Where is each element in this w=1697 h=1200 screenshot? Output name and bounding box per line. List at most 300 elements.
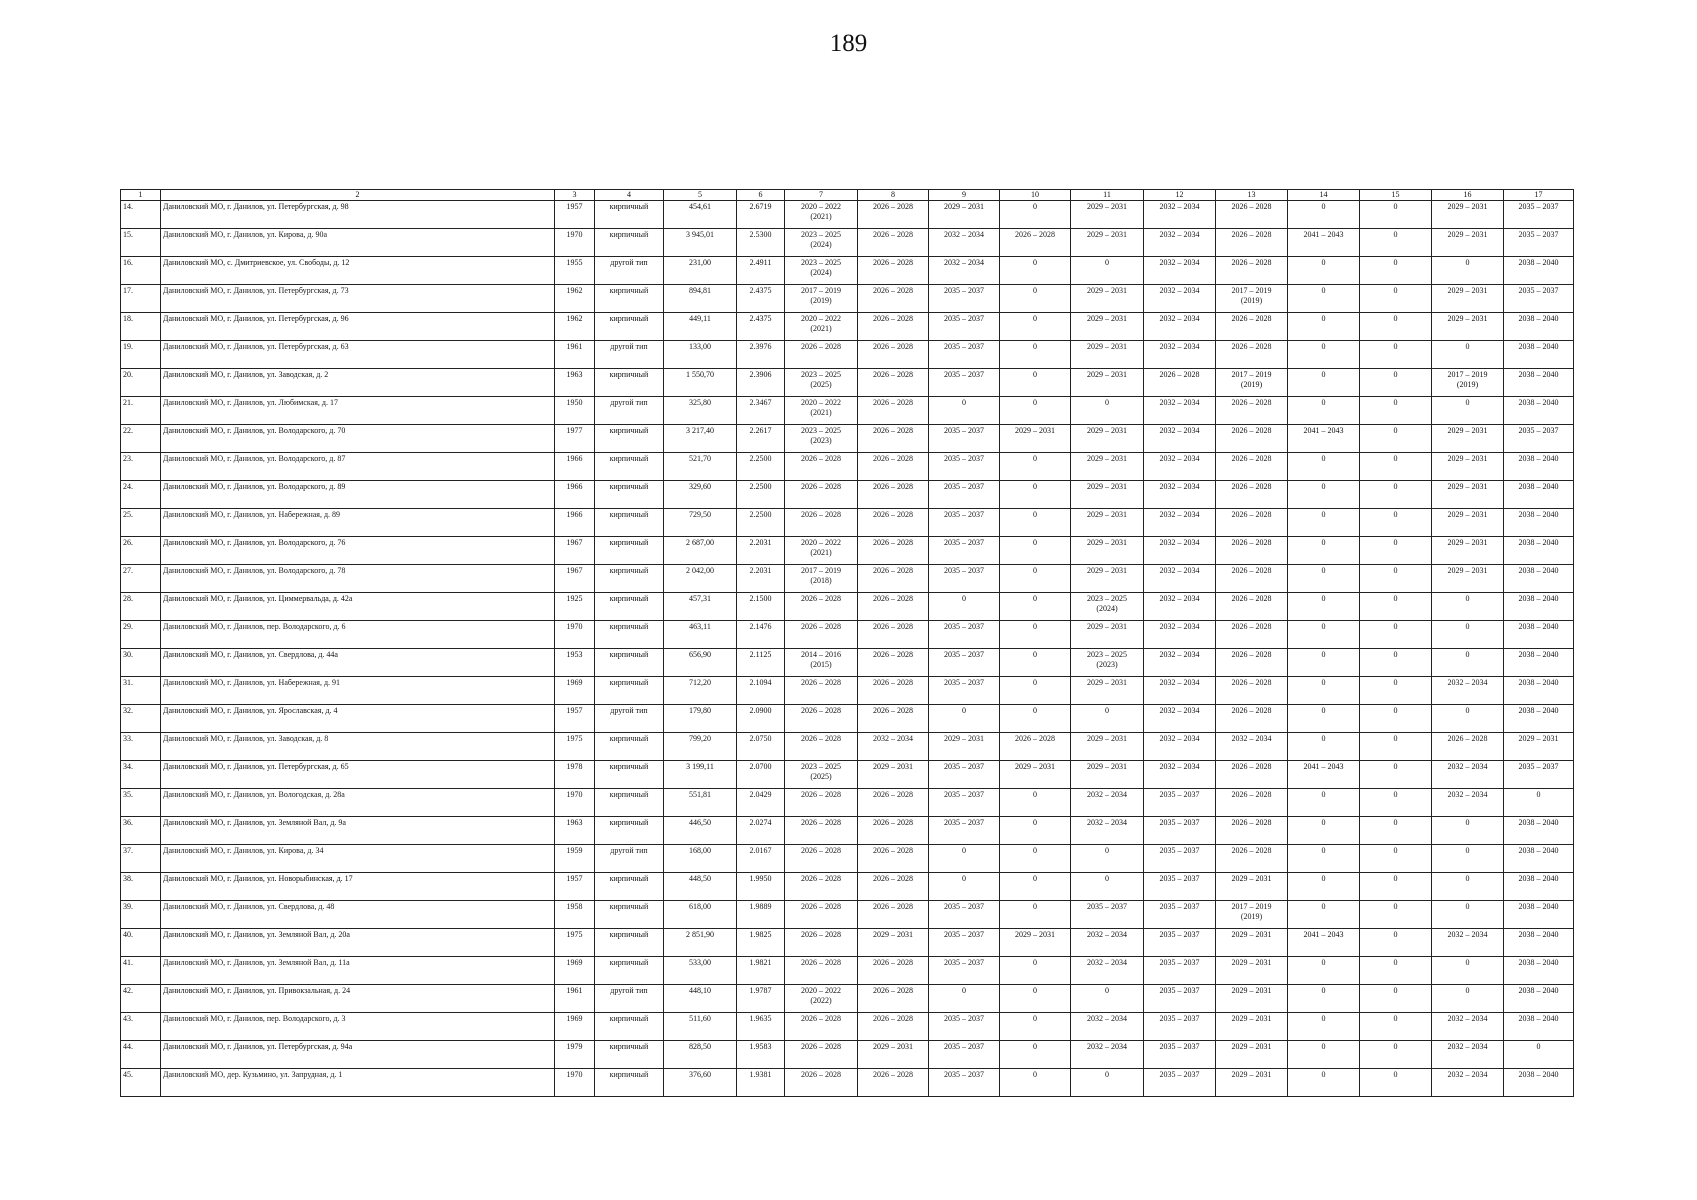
table-cell: 2023 – 2025 (2025) — [785, 761, 858, 789]
table-cell: 2029 – 2031 — [1071, 565, 1144, 593]
table-row — [121, 453, 1574, 481]
table-cell: 2032 – 2034 — [1144, 397, 1216, 425]
table-cell: 2032 – 2034 — [1144, 341, 1216, 369]
table-cell: 0 — [1000, 817, 1071, 845]
table-cell: 2026 – 2028 — [1216, 229, 1288, 257]
table-cell: 1.9950 — [737, 873, 785, 901]
table-cell: 2.6719 — [737, 201, 785, 229]
table-cell: 2029 – 2031 — [929, 201, 1000, 229]
table-cell: 2038 – 2040 — [1504, 1013, 1574, 1041]
table-row — [121, 369, 1574, 397]
column-header-cell: 13 — [1216, 190, 1288, 201]
table-cell: 0 — [1288, 285, 1360, 313]
table-cell: 21. — [121, 397, 161, 425]
table-cell: 2020 – 2022 (2021) — [785, 537, 858, 565]
table-cell: 0 — [1288, 985, 1360, 1013]
table-cell: 0 — [1360, 901, 1432, 929]
column-header-cell: 12 — [1144, 190, 1216, 201]
table-cell: Даниловский МО, г. Данилов, ул. Заводская, д. 2 — [161, 369, 555, 397]
table-cell: 2032 – 2034 — [1144, 481, 1216, 509]
table-cell: 2032 – 2034 — [1144, 761, 1216, 789]
table-cell: 2.0900 — [737, 705, 785, 733]
table-cell: 0 — [1000, 285, 1071, 313]
table-row — [121, 677, 1574, 705]
table-cell: 0 — [1288, 201, 1360, 229]
table-cell: 1.9787 — [737, 985, 785, 1013]
table-cell: 2038 – 2040 — [1504, 817, 1574, 845]
table-cell: Даниловский МО, г. Данилов, ул. Кирова, д. 34 — [161, 845, 555, 873]
table-cell: 2032 – 2034 — [929, 257, 1000, 285]
table-cell: 2038 – 2040 — [1504, 537, 1574, 565]
table-cell: 1953 — [555, 649, 595, 677]
table-cell: 29. — [121, 621, 161, 649]
table-cell: 2.2500 — [737, 453, 785, 481]
table-cell: 0 — [1432, 817, 1504, 845]
table-cell: 2038 – 2040 — [1504, 845, 1574, 873]
table-cell: 0 — [1288, 1041, 1360, 1069]
table-cell: 2035 – 2037 — [929, 817, 1000, 845]
table-cell: 0 — [1000, 565, 1071, 593]
table-cell: 2032 – 2034 — [1144, 313, 1216, 341]
table-cell: кирпичный — [595, 649, 664, 677]
table-cell: 2026 – 2028 — [858, 1069, 929, 1097]
table-cell: 1979 — [555, 1041, 595, 1069]
table-cell: 2026 – 2028 — [858, 285, 929, 313]
table-cell: 2026 – 2028 — [785, 733, 858, 761]
table-cell: 2026 – 2028 — [1000, 733, 1071, 761]
table-cell: 0 — [1288, 509, 1360, 537]
table-cell: 2.1476 — [737, 621, 785, 649]
table-row — [121, 313, 1574, 341]
table-cell: 0 — [1071, 873, 1144, 901]
table-cell: 2026 – 2028 — [785, 509, 858, 537]
table-cell: 2035 – 2037 — [1144, 873, 1216, 901]
table-cell: 0 — [1000, 677, 1071, 705]
table-cell: 1.9889 — [737, 901, 785, 929]
table-cell: 2029 – 2031 — [1071, 733, 1144, 761]
table-cell: 0 — [1360, 593, 1432, 621]
table-cell: Даниловский МО, г. Данилов, ул. Набережная, д. 89 — [161, 509, 555, 537]
table-cell: кирпичный — [595, 929, 664, 957]
table-cell: 0 — [1288, 257, 1360, 285]
table-cell: 2038 – 2040 — [1504, 397, 1574, 425]
table-cell: Даниловский МО, г. Данилов, ул. Привокзальная, д. 24 — [161, 985, 555, 1013]
table-row — [121, 593, 1574, 621]
table-cell: 463,11 — [664, 621, 737, 649]
table-cell: 0 — [1360, 733, 1432, 761]
table-cell: 2026 – 2028 — [785, 481, 858, 509]
table-cell: 2035 – 2037 — [929, 789, 1000, 817]
table-cell: 2035 – 2037 — [1144, 957, 1216, 985]
table-cell: 0 — [1288, 901, 1360, 929]
table-cell: 1958 — [555, 901, 595, 929]
table-cell: 2038 – 2040 — [1504, 873, 1574, 901]
table-cell: 0 — [1000, 509, 1071, 537]
table-cell: 2035 – 2037 — [1144, 817, 1216, 845]
table-cell: 2032 – 2034 — [1144, 565, 1216, 593]
table-cell: 2.2031 — [737, 565, 785, 593]
table-cell: Даниловский МО, г. Данилов, ул. Набережная, д. 91 — [161, 677, 555, 705]
table-cell: 0 — [929, 705, 1000, 733]
table-cell: кирпичный — [595, 817, 664, 845]
housing-register-sheet — [120, 189, 1573, 1097]
table-row — [121, 1013, 1574, 1041]
table-cell: 0 — [1288, 565, 1360, 593]
table-cell: 1963 — [555, 817, 595, 845]
table-cell: 2035 – 2037 — [929, 621, 1000, 649]
table-cell: 2032 – 2034 — [1071, 957, 1144, 985]
table-cell: 2029 – 2031 — [1071, 761, 1144, 789]
table-cell: 2026 – 2028 — [1000, 229, 1071, 257]
table-cell: 2035 – 2037 — [929, 677, 1000, 705]
table-cell: 828,50 — [664, 1041, 737, 1069]
table-cell: 2026 – 2028 — [1216, 817, 1288, 845]
table-cell: 17. — [121, 285, 161, 313]
table-cell: 2032 – 2034 — [1071, 1041, 1144, 1069]
column-header-cell: 1 — [121, 190, 161, 201]
table-cell: 36. — [121, 817, 161, 845]
table-cell: 2035 – 2037 — [929, 481, 1000, 509]
table-cell: кирпичный — [595, 1013, 664, 1041]
table-cell: 43. — [121, 1013, 161, 1041]
table-cell: 2029 – 2031 — [1000, 761, 1071, 789]
table-cell: 2035 – 2037 — [929, 649, 1000, 677]
table-cell: 2026 – 2028 — [785, 453, 858, 481]
table-cell: 0 — [1360, 397, 1432, 425]
table-cell: кирпичный — [595, 453, 664, 481]
column-header-cell: 17 — [1504, 190, 1574, 201]
table-cell: 2041 – 2043 — [1288, 929, 1360, 957]
table-cell: 1.9381 — [737, 1069, 785, 1097]
table-cell: 1.9825 — [737, 929, 785, 957]
table-cell: 1970 — [555, 229, 595, 257]
table-cell: 2035 – 2037 — [1504, 761, 1574, 789]
table-cell: 0 — [1432, 257, 1504, 285]
table-cell: Даниловский МО, г. Данилов, ул. Петербургская, д. 73 — [161, 285, 555, 313]
table-cell: 2026 – 2028 — [858, 901, 929, 929]
table-cell: 2032 – 2034 — [1144, 649, 1216, 677]
table-cell: 2029 – 2031 — [1432, 229, 1504, 257]
table-cell: 1962 — [555, 313, 595, 341]
table-cell: 2029 – 2031 — [1432, 201, 1504, 229]
table-cell: 2041 – 2043 — [1288, 425, 1360, 453]
table-cell: 2029 – 2031 — [1071, 481, 1144, 509]
table-row — [121, 509, 1574, 537]
table-cell: 2029 – 2031 — [1432, 285, 1504, 313]
table-cell: 0 — [1360, 537, 1432, 565]
table-cell: кирпичный — [595, 789, 664, 817]
table-cell: 2041 – 2043 — [1288, 761, 1360, 789]
table-cell: 2038 – 2040 — [1504, 313, 1574, 341]
table-cell: 0 — [1504, 789, 1574, 817]
table-cell: другой тип — [595, 705, 664, 733]
table-cell: 2035 – 2037 — [929, 1013, 1000, 1041]
table-cell: 0 — [1000, 1069, 1071, 1097]
table-cell: 0 — [1071, 257, 1144, 285]
table-cell: 2.4375 — [737, 285, 785, 313]
header-row — [121, 190, 1574, 201]
table-cell: 0 — [1360, 1013, 1432, 1041]
table-cell: 41. — [121, 957, 161, 985]
table-cell: 27. — [121, 565, 161, 593]
table-cell: 0 — [1360, 817, 1432, 845]
table-cell: 2032 – 2034 — [1432, 761, 1504, 789]
table-cell: 0 — [1288, 537, 1360, 565]
table-row — [121, 901, 1574, 929]
table-cell: 0 — [1288, 341, 1360, 369]
table-cell: 168,00 — [664, 845, 737, 873]
table-cell: 1957 — [555, 201, 595, 229]
table-cell: Даниловский МО, г. Данилов, ул. Свердлова, д. 44а — [161, 649, 555, 677]
table-cell: 1969 — [555, 1013, 595, 1041]
table-cell: 231,00 — [664, 257, 737, 285]
table-cell: кирпичный — [595, 229, 664, 257]
table-cell: 2032 – 2034 — [929, 229, 1000, 257]
table-cell: 23. — [121, 453, 161, 481]
table-cell: 2026 – 2028 — [858, 649, 929, 677]
table-cell: 2017 – 2019 (2019) — [785, 285, 858, 313]
table-cell: 2026 – 2028 — [785, 1013, 858, 1041]
table-cell: 2032 – 2034 — [1216, 733, 1288, 761]
table-cell: 2.2500 — [737, 481, 785, 509]
table-cell: 0 — [1432, 341, 1504, 369]
table-cell: Даниловский МО, г. Данилов, ул. Володарского, д. 87 — [161, 453, 555, 481]
table-cell: другой тип — [595, 341, 664, 369]
table-cell: 0 — [1000, 901, 1071, 929]
table-cell: 2026 – 2028 — [1216, 341, 1288, 369]
table-cell: 2026 – 2028 — [1216, 201, 1288, 229]
table-cell: 1977 — [555, 425, 595, 453]
table-cell: 2026 – 2028 — [1216, 789, 1288, 817]
table-cell: 0 — [1360, 229, 1432, 257]
table-cell: 2023 – 2025 (2025) — [785, 369, 858, 397]
table-cell: 2026 – 2028 — [858, 957, 929, 985]
table-cell: 2035 – 2037 — [1071, 901, 1144, 929]
table-cell: 2.5300 — [737, 229, 785, 257]
table-cell: 2020 – 2022 (2021) — [785, 201, 858, 229]
table-cell: 2029 – 2031 — [1071, 313, 1144, 341]
table-cell: 0 — [1360, 565, 1432, 593]
table-cell: 2026 – 2028 — [785, 957, 858, 985]
table-cell: 0 — [1288, 845, 1360, 873]
table-cell: 0 — [1360, 845, 1432, 873]
table-cell: 42. — [121, 985, 161, 1013]
table-cell: 2.0274 — [737, 817, 785, 845]
table-cell: 24. — [121, 481, 161, 509]
table-cell: 0 — [1000, 537, 1071, 565]
table-cell: 35. — [121, 789, 161, 817]
table-cell: 3 217,40 — [664, 425, 737, 453]
table-row — [121, 341, 1574, 369]
table-cell: 2032 – 2034 — [1432, 1013, 1504, 1041]
table-cell: 2035 – 2037 — [1144, 1069, 1216, 1097]
column-number-header — [121, 190, 1574, 201]
table-cell: 1961 — [555, 985, 595, 1013]
table-cell: 2023 – 2025 (2024) — [785, 229, 858, 257]
table-cell: 2.1500 — [737, 593, 785, 621]
table-cell: 2026 – 2028 — [1216, 257, 1288, 285]
table-cell: 2032 – 2034 — [1432, 677, 1504, 705]
table-row — [121, 985, 1574, 1013]
table-cell: 0 — [1288, 621, 1360, 649]
table-cell: 2029 – 2031 — [1071, 285, 1144, 313]
table-cell: Даниловский МО, г. Данилов, ул. Земляной Вал, д. 11а — [161, 957, 555, 985]
table-cell: кирпичный — [595, 425, 664, 453]
table-cell: 2026 – 2028 — [858, 817, 929, 845]
table-cell: 2026 – 2028 — [1216, 453, 1288, 481]
table-cell: 2035 – 2037 — [1504, 285, 1574, 313]
table-cell: 0 — [1288, 957, 1360, 985]
table-cell: 1966 — [555, 481, 595, 509]
table-cell: Даниловский МО, г. Данилов, ул. Петербургская, д. 63 — [161, 341, 555, 369]
table-row — [121, 705, 1574, 733]
table-cell: 44. — [121, 1041, 161, 1069]
table-cell: 1966 — [555, 509, 595, 537]
table-cell: 15. — [121, 229, 161, 257]
table-cell: 2035 – 2037 — [929, 957, 1000, 985]
table-cell: 2035 – 2037 — [929, 761, 1000, 789]
table-cell: 2023 – 2025 (2023) — [785, 425, 858, 453]
table-cell: 2020 – 2022 (2021) — [785, 397, 858, 425]
table-cell: 40. — [121, 929, 161, 957]
table-cell: 376,60 — [664, 1069, 737, 1097]
table-cell: 2035 – 2037 — [1144, 845, 1216, 873]
table-cell: 0 — [929, 873, 1000, 901]
table-cell: 2029 – 2031 — [858, 1041, 929, 1069]
table-cell: 2035 – 2037 — [929, 425, 1000, 453]
table-cell: Даниловский МО, дер. Кузьмино, ул. Запрудная, д. 1 — [161, 1069, 555, 1097]
table-cell: 2026 – 2028 — [858, 229, 929, 257]
table-cell: 329,60 — [664, 481, 737, 509]
table-cell: 2035 – 2037 — [929, 285, 1000, 313]
table-cell: 0 — [1000, 789, 1071, 817]
table-cell: 2032 – 2034 — [1144, 229, 1216, 257]
table-cell: Даниловский МО, г. Данилов, пер. Володарского, д. 3 — [161, 1013, 555, 1041]
table-cell: 1950 — [555, 397, 595, 425]
column-header-cell: 14 — [1288, 190, 1360, 201]
table-cell: 2017 – 2019 (2019) — [1216, 369, 1288, 397]
table-cell: 2029 – 2031 — [1216, 957, 1288, 985]
table-cell: 2029 – 2031 — [1071, 537, 1144, 565]
table-cell: 2.0700 — [737, 761, 785, 789]
table-cell: 2026 – 2028 — [858, 453, 929, 481]
table-cell: 2035 – 2037 — [929, 537, 1000, 565]
column-header-cell: 2 — [161, 190, 555, 201]
table-cell: 2026 – 2028 — [858, 845, 929, 873]
table-cell: 2.3467 — [737, 397, 785, 425]
table-cell: 2035 – 2037 — [929, 929, 1000, 957]
table-cell: 533,00 — [664, 957, 737, 985]
table-cell: кирпичный — [595, 1041, 664, 1069]
table-cell: 0 — [1000, 481, 1071, 509]
table-cell: 2026 – 2028 — [1216, 565, 1288, 593]
table-row — [121, 621, 1574, 649]
table-cell: 0 — [1360, 481, 1432, 509]
table-cell: Даниловский МО, г. Данилов, ул. Заводская, д. 8 — [161, 733, 555, 761]
column-header-cell: 9 — [929, 190, 1000, 201]
table-cell: 2038 – 2040 — [1504, 649, 1574, 677]
table-row — [121, 789, 1574, 817]
table-cell: 2029 – 2031 — [1071, 369, 1144, 397]
table-cell: 0 — [1432, 901, 1504, 929]
table-cell: 0 — [1288, 1069, 1360, 1097]
table-cell: 729,50 — [664, 509, 737, 537]
table-cell: 2038 – 2040 — [1504, 621, 1574, 649]
table-cell: 2038 – 2040 — [1504, 1069, 1574, 1097]
table-row — [121, 257, 1574, 285]
column-header-cell: 10 — [1000, 190, 1071, 201]
table-cell: 2026 – 2028 — [1216, 397, 1288, 425]
table-cell: 2026 – 2028 — [858, 705, 929, 733]
table-cell: 2026 – 2028 — [1216, 537, 1288, 565]
table-cell: 0 — [1360, 257, 1432, 285]
table-cell: 1975 — [555, 929, 595, 957]
table-row — [121, 565, 1574, 593]
table-cell: 2026 – 2028 — [858, 593, 929, 621]
table-cell: 2017 – 2019 (2019) — [1432, 369, 1504, 397]
table-cell: Даниловский МО, г. Данилов, ул. Земляной Вал, д. 9а — [161, 817, 555, 845]
table-cell: Даниловский МО, г. Данилов, ул. Володарского, д. 70 — [161, 425, 555, 453]
table-cell: 18. — [121, 313, 161, 341]
column-header-cell: 15 — [1360, 190, 1432, 201]
table-cell: 0 — [1360, 929, 1432, 957]
table-cell: 2026 – 2028 — [858, 481, 929, 509]
table-cell: Даниловский МО, г. Данилов, пер. Володарского, д. 6 — [161, 621, 555, 649]
table-cell: 0 — [1288, 397, 1360, 425]
table-cell: 2029 – 2031 — [1432, 509, 1504, 537]
table-cell: 2035 – 2037 — [929, 369, 1000, 397]
table-cell: Даниловский МО, г. Данилов, ул. Вологодская, д. 28а — [161, 789, 555, 817]
table-cell: 0 — [1432, 873, 1504, 901]
table-cell: 2017 – 2019 (2019) — [1216, 901, 1288, 929]
table-cell: кирпичный — [595, 285, 664, 313]
table-cell: 0 — [1360, 705, 1432, 733]
table-cell: Даниловский МО, г. Данилов, ул. Свердлова, д. 48 — [161, 901, 555, 929]
table-cell: 2032 – 2034 — [1144, 285, 1216, 313]
table-cell: 38. — [121, 873, 161, 901]
table-cell: Даниловский МО, г. Данилов, ул. Володарского, д. 76 — [161, 537, 555, 565]
table-cell: другой тип — [595, 845, 664, 873]
table-cell: 45. — [121, 1069, 161, 1097]
column-header-cell: 6 — [737, 190, 785, 201]
table-cell: 28. — [121, 593, 161, 621]
table-cell: 2029 – 2031 — [1216, 985, 1288, 1013]
table-cell: 1975 — [555, 733, 595, 761]
table-cell: 2029 – 2031 — [1216, 929, 1288, 957]
table-cell: 0 — [1432, 957, 1504, 985]
column-header-cell: 4 — [595, 190, 664, 201]
table-cell: 0 — [1288, 1013, 1360, 1041]
table-cell: 2032 – 2034 — [1144, 593, 1216, 621]
table-cell: Даниловский МО, г. Данилов, ул. Кирова, д. 90а — [161, 229, 555, 257]
table-cell: 0 — [1000, 341, 1071, 369]
table-cell: 2026 – 2028 — [785, 817, 858, 845]
table-cell: 0 — [1360, 453, 1432, 481]
column-header-cell: 7 — [785, 190, 858, 201]
table-cell: 2026 – 2028 — [1216, 621, 1288, 649]
table-cell: 1962 — [555, 285, 595, 313]
table-cell: 0 — [1000, 313, 1071, 341]
table-row — [121, 957, 1574, 985]
table-cell: другой тип — [595, 397, 664, 425]
table-cell: 2035 – 2037 — [929, 313, 1000, 341]
table-cell: 0 — [1360, 285, 1432, 313]
table-cell: 0 — [1000, 369, 1071, 397]
table-cell: 2026 – 2028 — [785, 705, 858, 733]
table-cell: 2038 – 2040 — [1504, 985, 1574, 1013]
table-cell: 2035 – 2037 — [1144, 789, 1216, 817]
table-cell: 0 — [929, 397, 1000, 425]
